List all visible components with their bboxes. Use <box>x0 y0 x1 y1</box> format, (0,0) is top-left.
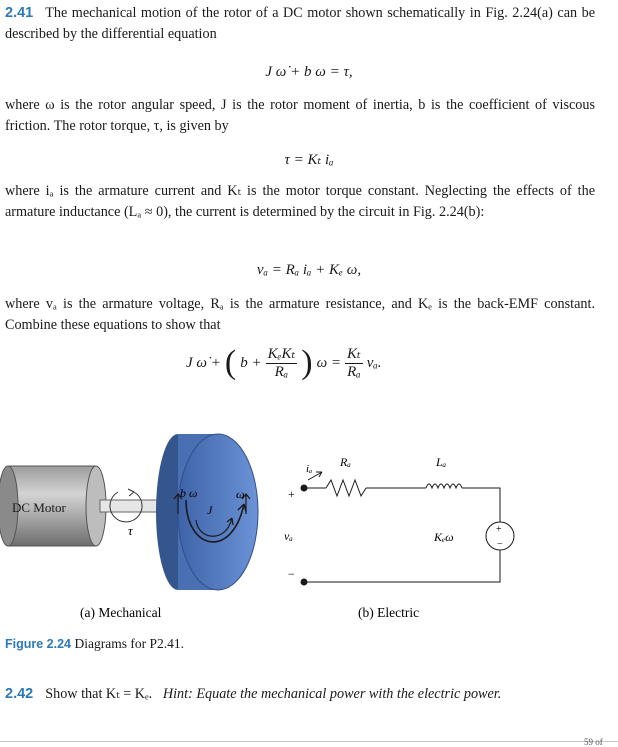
tau-label: τ <box>128 523 133 538</box>
caption-mechanical: (a) Mechanical <box>80 605 162 620</box>
eq4-tail: vₐ. <box>366 354 382 371</box>
eq4-frac2-den: Rₐ <box>347 363 361 380</box>
figure-caption <box>5 636 184 653</box>
eq4-fraction-2 <box>345 346 363 381</box>
intro-text: The mechanical motion of the rotor of a DC motor shown schematically in Fig. 2.24(a) can be described by the differential equation <box>5 5 595 42</box>
equation-4: J ω̇ + ( b + KₑKₜ Rₐ ) ω = $\frac{\text{Kₜ}}{\text{Rₐ}}$ vₐ. <box>186 344 382 381</box>
minus-terminal: − <box>288 567 295 581</box>
problem-242-hint: Hint: Equate the mechanical power with the electric power. <box>162 686 502 702</box>
eq4-frac1-den: Rₐ <box>274 363 289 380</box>
figure-caption-text: Diagrams for P2.41. <box>74 636 185 651</box>
j-label: J <box>207 503 213 517</box>
problem-242-text: Show that Kₜ = Kₑ. <box>45 686 153 702</box>
source-plus: + <box>496 524 502 535</box>
paragraph-4: where vₐ is the armature voltage, Rₐ is the armature resistance, and Kₑ is the back-EMF constant. Combine these equations to show that <box>5 296 595 333</box>
eq4-lhs: J ω̇ + <box>186 354 221 371</box>
figure-caption-label: Figure 2.24 <box>5 637 71 651</box>
dc-motor <box>0 466 106 546</box>
electric-circuit <box>301 472 514 585</box>
equation-3: vₐ = Rₐ iₐ + Kₑ ω, <box>256 262 362 278</box>
va-label: vₐ <box>284 529 293 543</box>
page-number: 59 of <box>584 737 603 747</box>
ia-label: iₐ <box>306 463 313 475</box>
problem-number-242: 2.42 <box>5 686 34 702</box>
problem-number: 2.41 <box>5 5 34 21</box>
problem-2-42 <box>5 684 595 705</box>
motor-shaft <box>100 489 160 522</box>
plus-terminal: + <box>288 487 295 501</box>
caption-electric: (b) Electric <box>358 605 420 620</box>
eq4-frac2-num: Kₜ <box>347 345 361 362</box>
b-omega-label: b ω <box>180 486 198 500</box>
source-minus: − <box>497 539 503 550</box>
figure-2-24 <box>0 400 618 640</box>
equation-1: J ω̇ + b ω = τ, <box>265 64 353 80</box>
ra-label: Rₐ <box>340 455 351 469</box>
page-divider <box>0 741 618 742</box>
eq4-fraction-1 <box>266 346 298 381</box>
paragraph-3: where iₐ is the armature current and Kₜ is the motor torque constant. Neglecting the effects of the armature inductance (Lₐ ≈ 0), the current is determined by the circuit in Fig. 2.24(b): <box>5 183 595 220</box>
problem-2-41-intro <box>5 3 595 44</box>
eq4-frac1-num: KₑKₜ <box>267 345 296 362</box>
paragraph-2: where ω is the rotor angular speed, J is the rotor moment of inertia, b is the coefficient of viscous friction. The rotor torque, τ, is given by <box>5 97 595 134</box>
equation-2: τ = Kₜ iₐ <box>284 152 334 168</box>
ke-omega-label: Kₑω <box>434 530 454 544</box>
eq4-paren-inner: b + <box>240 354 262 371</box>
eq4-omega-eq: ω = <box>316 354 342 371</box>
dc-motor-label: DC Motor <box>12 500 66 515</box>
omega-label: ω <box>236 487 245 501</box>
la-label: Lₐ <box>436 455 447 469</box>
